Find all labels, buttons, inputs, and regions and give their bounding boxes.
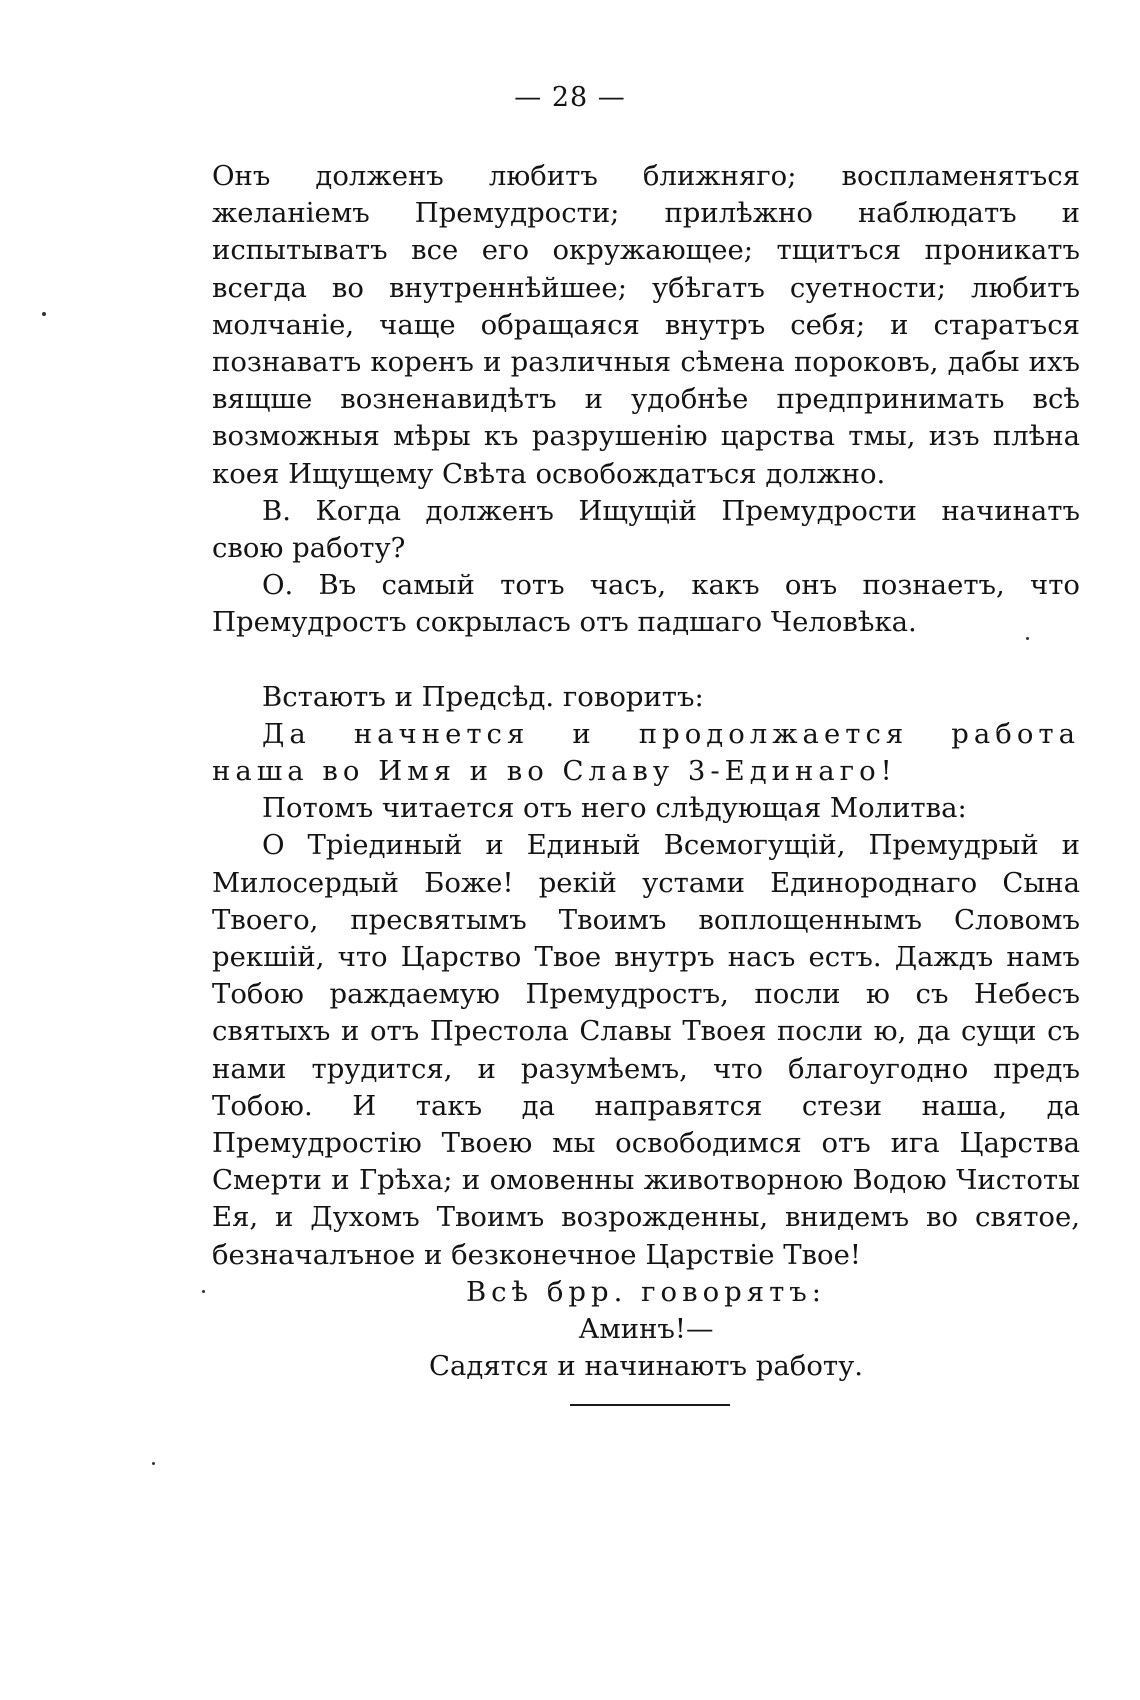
closing-rule: [570, 1404, 730, 1406]
prayer-paragraph: О Трiединый и Единый Всемогущiй, Премудрый и Милосердый Боже! рекiй устами Единороднаго Сына Твоего, пресвятымъ Твоимъ воплощеннымъ Словомъ рекшiй, что Царство Твое внутръ насъ естъ. Даждъ намъ Тобою раждаемую Премудростъ, посли ю съ Небесъ святыхъ и отъ Престола Славы Твоея посли ю, да сущи съ нами трудится, и разумѣемъ, что благоугодно предъ Тобою. И такъ да направятся стези наша, да Премудростiю Твоею мы освободимся отъ ига Царства Смерти и Грѣха; и омовенны животворною Водою Чистоты Ея, и Духомъ Твоимъ возрожденны, внидемъ во святое, безначалъное и безконечное Царствiе Твое!: [212, 829, 1080, 1271]
scan-speck: [1026, 637, 1029, 640]
amen-line: Аминъ!—: [578, 1313, 714, 1346]
rubric-all-brothers: Всѣ брр. говорятъ:: [465, 1275, 827, 1308]
paragraph-duties: Онъ долженъ любитъ ближняго; воспламенятъся желанiемъ Премудрости; прилѣжно наблюдатъ и испытыватъ все его окружающее; тщитъся проникатъ всегда во внутреннѣйшее; убѣгатъ суетности; любитъ молчанiе, чаще обращаяся внутръ себя; и старатъся познаватъ коренъ и различныя сѣмена пороковъ, дабы ихъ вящше возненавидѣтъ и удобнѣе предпринимать всѣ возможныя мѣры къ разрушенiю царства тмы, изъ плѣна коея Ищущему Свѣта освобождатъся должно.: [212, 160, 1080, 490]
answer-paragraph: О. Въ самый тотъ часъ, какъ онъ познаетъ, что Премудростъ сокрыласъ отъ падшаго Человѣка.: [212, 569, 1080, 639]
text-body: [212, 158, 1080, 1386]
scan-speck: [202, 1290, 205, 1293]
rubric-sit-down: Садятся и начинаютъ работу.: [428, 1350, 864, 1383]
invocation-line-2: наша во Имя и во Славу 3-Единаго!: [212, 755, 897, 788]
page-number: — 28 —: [514, 82, 626, 113]
scan-speck: [152, 1462, 155, 1465]
rubric-prayer-intro: Потомъ читается отъ него слѣдующая Молитва:: [262, 792, 967, 825]
invocation-line-1: Да начнется и продолжается работа: [262, 717, 1080, 750]
question-paragraph: В. Когда долженъ Ищущiй Премудрости начинатъ свою работу?: [212, 494, 1080, 565]
rubric-stand: Встаютъ и Предсѣд. говоритъ:: [262, 680, 704, 713]
scan-speck: [42, 312, 46, 316]
